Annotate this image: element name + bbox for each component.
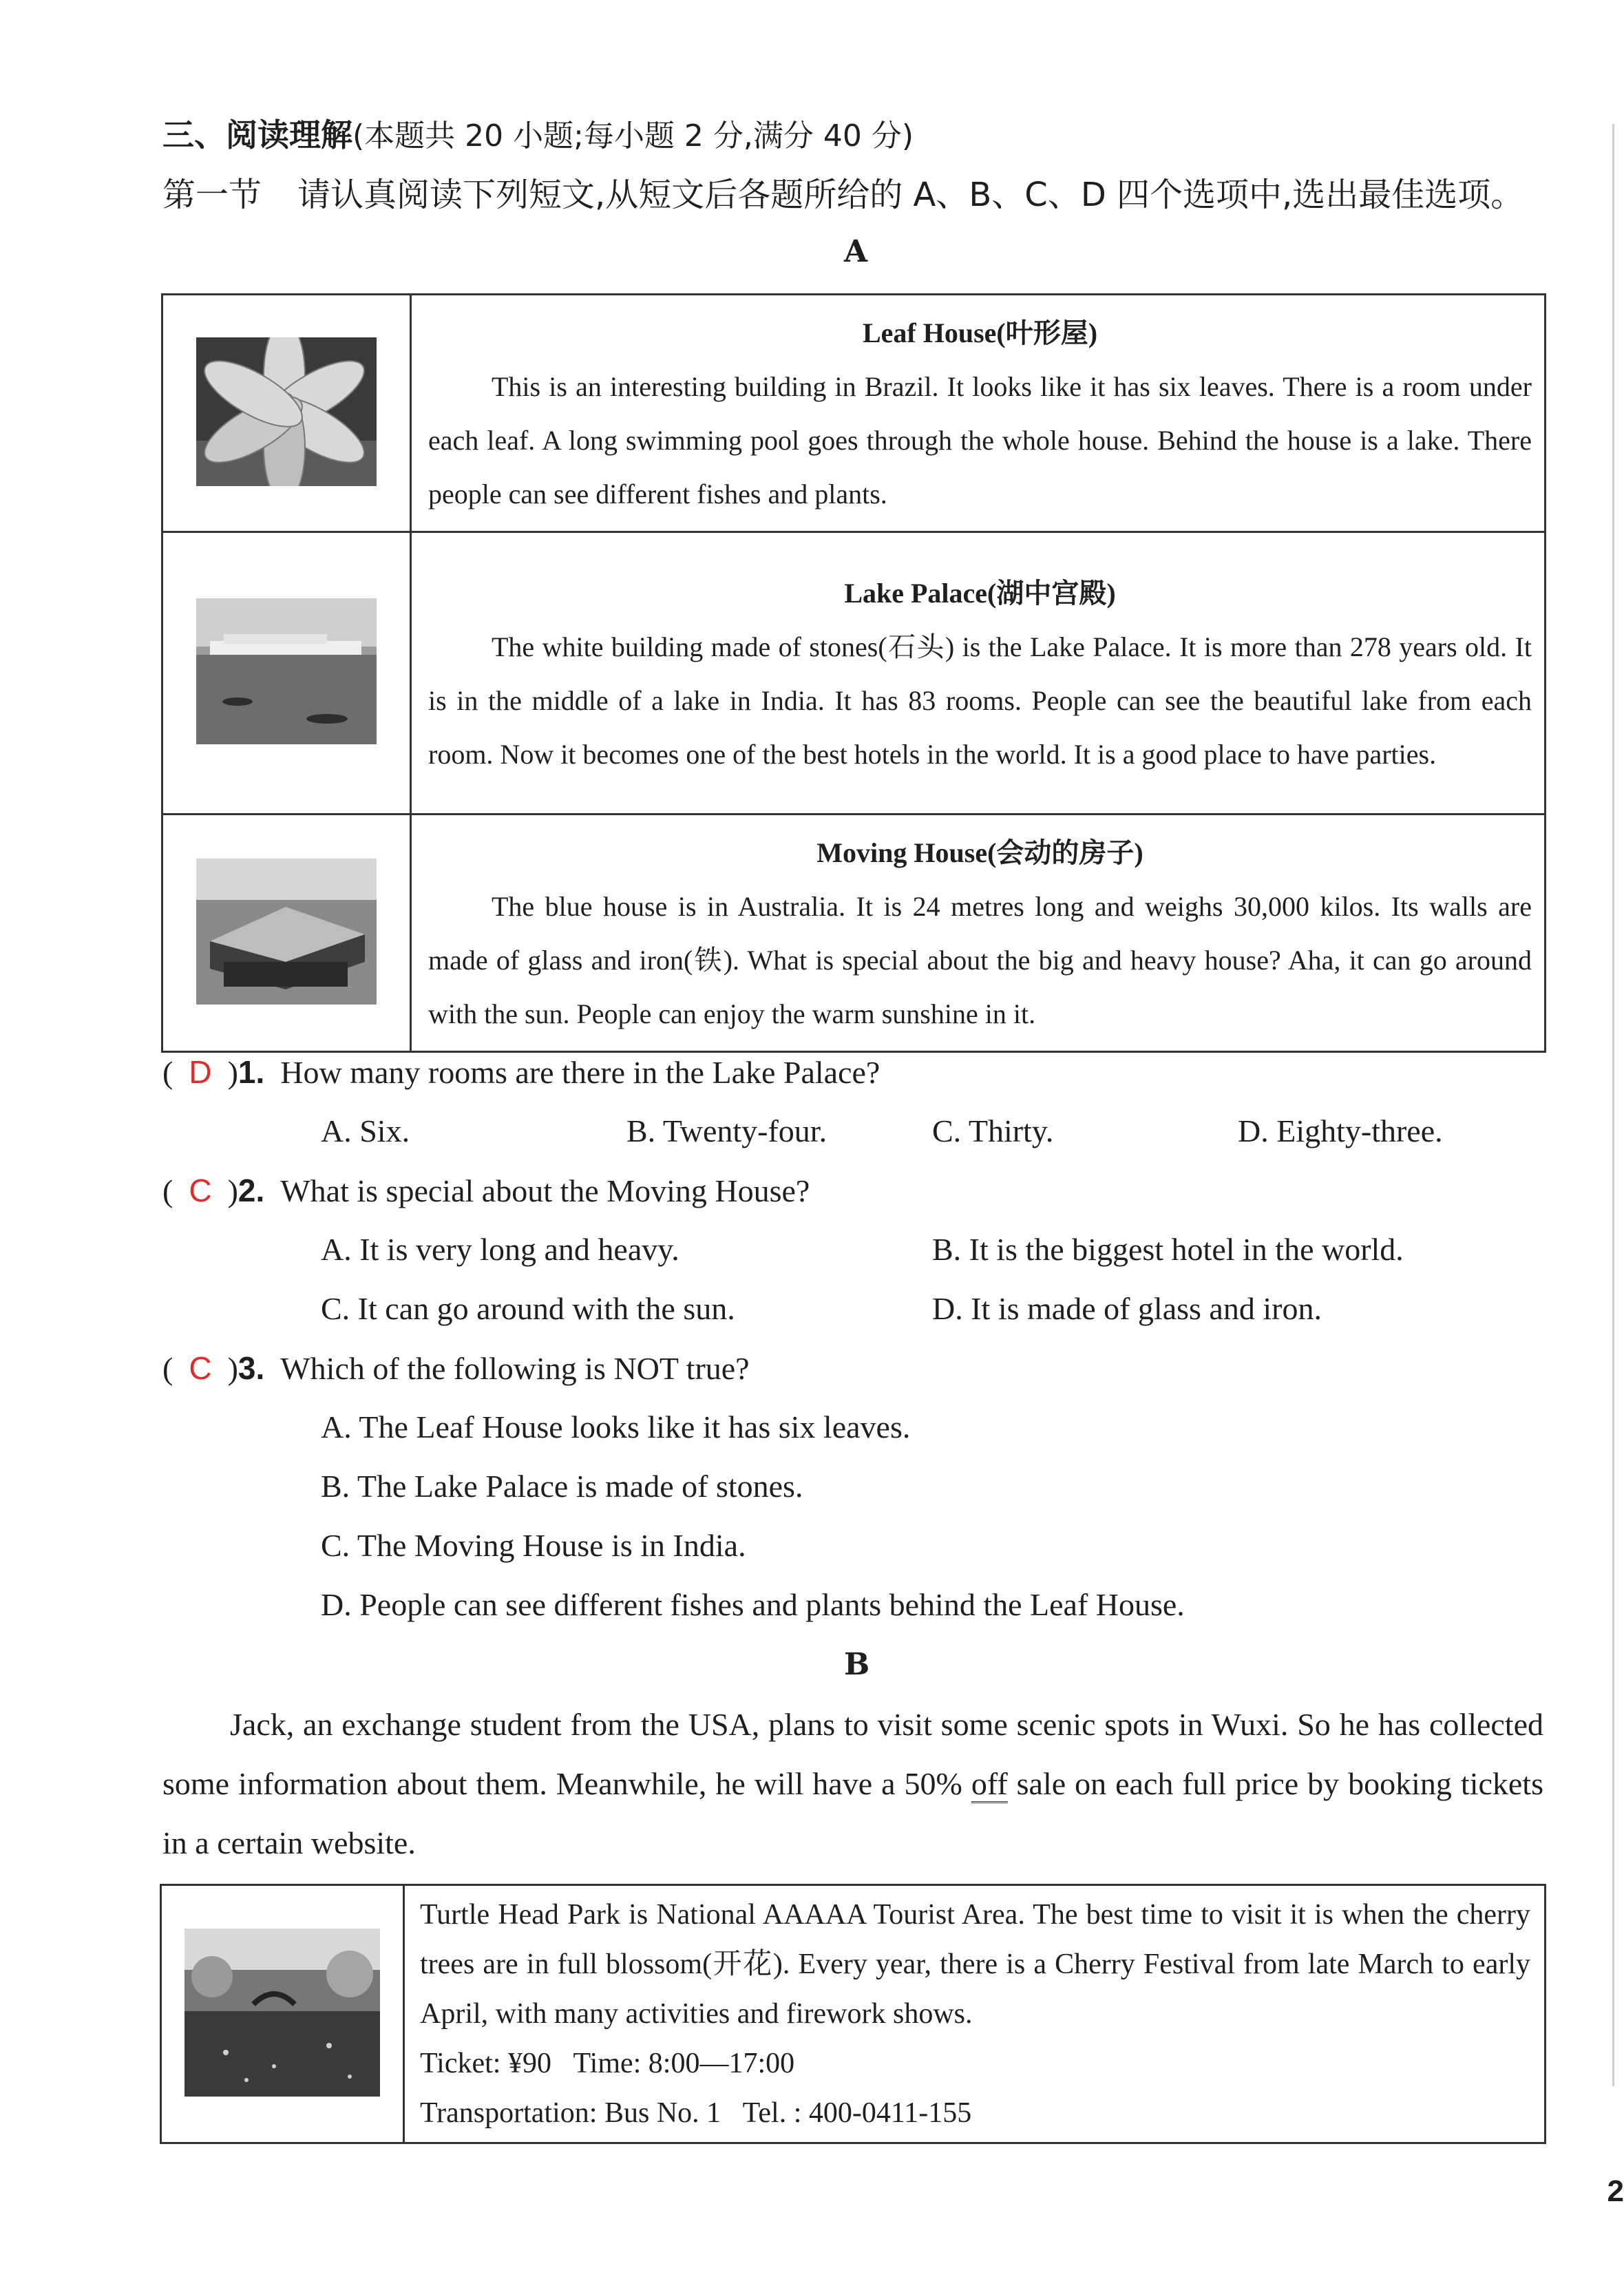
table-row [162,532,1546,815]
option-c[interactable]: C. The Moving House is in India. [321,1528,746,1563]
question-stem: Which of the following is NOT true? [280,1351,750,1386]
lake-palace-photo [162,532,411,815]
part-instruction [162,168,1523,216]
park-transport-tel: Transportation: Bus No. 1 Tel. : 400-0411-155 [420,2097,972,2129]
option-b[interactable]: B. Twenty-four. [626,1113,827,1148]
leaf-house-cell [411,295,1546,532]
question-stem: What is special about the Moving House? [280,1173,810,1208]
option-c[interactable]: C. It can go around with the sun. [321,1291,735,1326]
section-title: 三、阅读理解(本题共 20 小题;每小题 2 分,满分 40 分) [162,116,914,154]
park-image [184,1929,380,2097]
table-row [161,1885,1546,2143]
park-ticket-time: Ticket: ¥90 Time: 8:00—17:00 [420,2048,795,2079]
leaf-house-text: This is an interesting building in Brazil. It looks like it has six leaves. There is a room under each leaf. A long swimming pool goes through the whole house. Behind the house is a lake. There people can see different fishes and plants. [428,371,1532,510]
moving-house-cell [411,815,1546,1052]
moving-house-heading: Moving House(会动的房子) [816,837,1143,868]
question-1: ( D )1. How many rooms are there in the Lake Palace? [162,1054,880,1090]
option-d[interactable]: D. Eighty-three. [1238,1113,1443,1148]
moving-house-image [196,859,377,1005]
answer-mark: C [189,1350,212,1386]
leaf-house-photo [162,295,411,532]
park-info-cell [404,1885,1546,2143]
lake-palace-text: The white building made of stones(石头) is the Lake Palace. It is more than 278 years old. It is in the middle of a lake in India. It has 83 rooms. People can see the beautiful lake from each room. Now it becomes one of the best hotels in the world. It is a good place to have parties. [428,631,1532,770]
option-c[interactable]: C. Thirty. [932,1113,1054,1148]
option-b[interactable]: B. The Lake Palace is made of stones. [321,1469,803,1504]
moving-house-photo [162,815,411,1052]
moving-house-text: The blue house is in Australia. It is 24 metres long and weighs 30,000 kilos. Its walls are made of glass and iron(铁). What is special about the big and heavy house? Aha, it can go around with the sun. People can enjoy the warm sunshine in it. [428,891,1532,1029]
option-d[interactable]: D. It is made of glass and iron. [932,1291,1322,1326]
passage-a-table [161,293,1546,1053]
park-description: Turtle Head Park is National AAAAA Tourist Area. The best time to visit it is when the cherry trees are in full blossom(开花). Every year, there is a Cherry Festival from late March to early April, with many activities and firework shows. [420,1899,1530,2030]
passage-b-letter: B [844,1647,870,1682]
page-edge-rule [1612,124,1614,2086]
option-a[interactable]: A. The Leaf House looks like it has six leaves. [321,1409,911,1445]
answer-mark: C [189,1173,212,1208]
lake-palace-image [196,598,377,744]
passage-b-intro: Jack, an exchange student from the USA, plans to visit some scenic spots in Wuxi. So he has collected some information about them. Meanwhile, he will have a 50% off sale on each full price by booking tickets in a certain website. [162,1707,1543,1860]
table-row [162,295,1546,532]
leaf-house-image [196,337,377,486]
table-row [162,815,1546,1052]
answer-mark: D [189,1054,212,1090]
turtle-head-park-box [160,1884,1546,2144]
lake-palace-heading: Lake Palace(湖中宫殿) [844,577,1116,609]
question-3: ( C )3. Which of the following is NOT true? [162,1350,750,1386]
question-2: ( C )2. What is special about the Moving House? [162,1173,810,1208]
passage-a-letter: A [844,234,868,269]
option-d[interactable]: D. People can see different fishes and plants behind the Leaf House. [321,1587,1185,1622]
option-a[interactable]: A. It is very long and heavy. [321,1232,679,1267]
page-number: 2 [1607,2174,1624,2208]
part-label: 第一节 [162,176,262,214]
turtle-head-park-photo [161,1885,404,2143]
option-b[interactable]: B. It is the biggest hotel in the world. [932,1232,1404,1267]
lake-palace-cell [411,532,1546,815]
leaf-house-heading: Leaf House(叶形屋) [862,317,1098,348]
instruction-text: 请认真阅读下列短文,从短文后各题所给的 A、B、C、D 四个选项中,选出最佳选项。 [297,176,1524,214]
question-stem: How many rooms are there in the Lake Palace? [280,1055,880,1090]
option-a[interactable]: A. Six. [321,1113,410,1148]
